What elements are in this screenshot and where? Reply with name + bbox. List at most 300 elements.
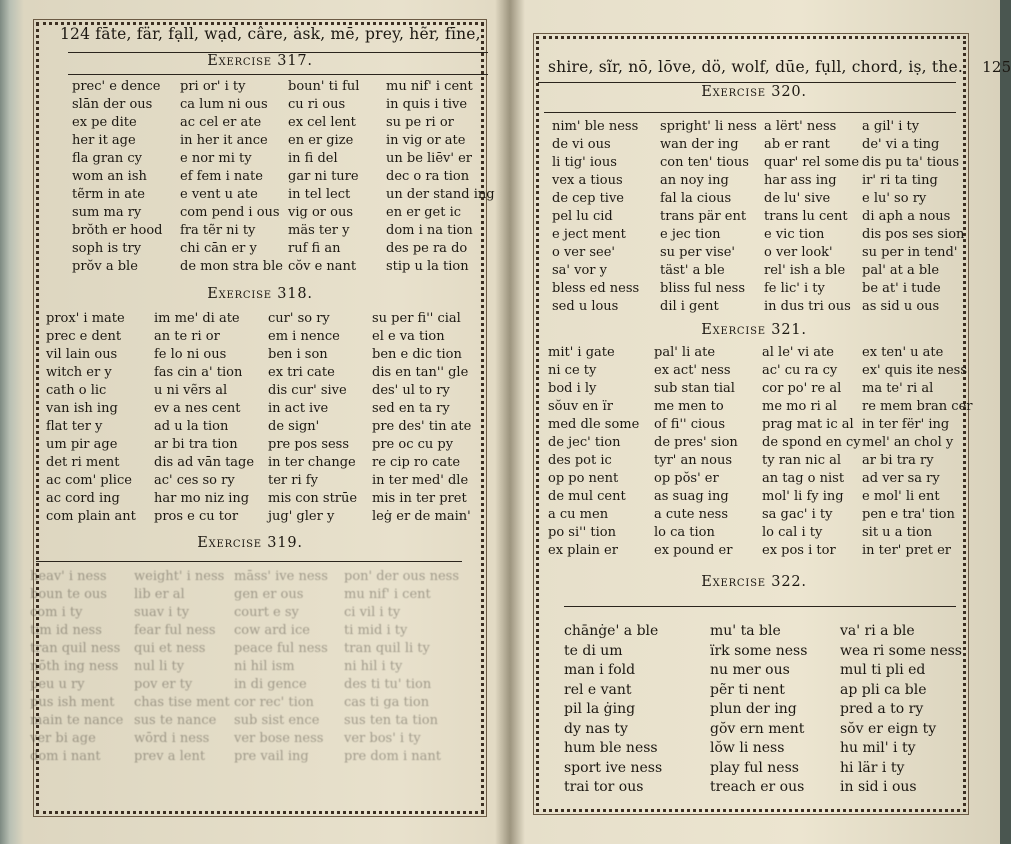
word: in dus tri ous bbox=[764, 299, 851, 314]
word: fe lo ni ous bbox=[154, 347, 227, 362]
word: chānġe' a ble bbox=[564, 623, 659, 639]
word: su per vise' bbox=[660, 245, 735, 260]
word: mu nif' i cent bbox=[386, 79, 473, 94]
word: in fi del bbox=[288, 151, 338, 166]
exercise-title: Exercise 321. bbox=[701, 322, 807, 338]
word: fas cin a' tion bbox=[154, 365, 243, 380]
word-column bbox=[234, 568, 344, 766]
word: su pe ri or bbox=[386, 115, 454, 130]
word: e jec tion bbox=[660, 227, 721, 242]
word: me mo ri al bbox=[762, 399, 837, 414]
word: prŏv a ble bbox=[72, 259, 138, 274]
word: court e sy bbox=[234, 605, 299, 620]
word: al le' vi ate bbox=[762, 345, 834, 360]
word-column bbox=[134, 568, 234, 766]
word: pre vail ing bbox=[234, 749, 309, 764]
word: re mem bran cer bbox=[862, 399, 973, 414]
word-column bbox=[764, 118, 862, 316]
word: leġ er de main' bbox=[372, 509, 471, 524]
word: chi cān er y bbox=[180, 241, 257, 256]
word: cas ti ga tion bbox=[344, 695, 430, 710]
word: de' vi a ting bbox=[862, 137, 940, 152]
word: det ri ment bbox=[46, 455, 120, 470]
word: re cip ro cate bbox=[372, 455, 461, 470]
word: ni hil ism bbox=[234, 659, 295, 674]
word: peace ful ness bbox=[234, 641, 328, 656]
word: peu u ry bbox=[30, 677, 85, 692]
word: main te nance bbox=[30, 713, 124, 728]
word-column bbox=[180, 78, 288, 276]
word: de sign' bbox=[268, 419, 320, 434]
word: a gil' i ty bbox=[862, 119, 920, 134]
word: u ni vẽrs al bbox=[154, 383, 228, 398]
word: cor rec' tion bbox=[234, 695, 314, 710]
word: ver bos' i ty bbox=[344, 731, 421, 746]
word: de spond en cy bbox=[762, 435, 861, 450]
word: fla gran cy bbox=[72, 151, 142, 166]
word: ex' quis ite ness bbox=[862, 363, 968, 378]
word: op pŏs' er bbox=[654, 471, 719, 486]
word: an te ri or bbox=[154, 329, 220, 344]
word: ex act' ness bbox=[654, 363, 731, 378]
word: con ten' tious bbox=[660, 155, 749, 170]
word: un der stand ing bbox=[386, 187, 495, 202]
word: wom an ish bbox=[72, 169, 147, 184]
word: pon' der ous ness bbox=[344, 569, 460, 584]
word: sub sist ence bbox=[234, 713, 320, 728]
word: sa' vor y bbox=[552, 263, 607, 278]
word: mit' i gate bbox=[548, 345, 615, 360]
word: de lu' sive bbox=[764, 191, 831, 206]
word: van ish ing bbox=[46, 401, 118, 416]
word: witch er y bbox=[46, 365, 112, 380]
word: ter ri fy bbox=[268, 473, 318, 488]
word: ar bi tra tion bbox=[154, 437, 238, 452]
word: ex cel lent bbox=[288, 115, 356, 130]
word-column bbox=[862, 344, 974, 560]
word: pal' li ate bbox=[654, 345, 716, 360]
word: ti mid i ty bbox=[344, 623, 408, 638]
section-rule bbox=[68, 74, 488, 75]
word: qui et ness bbox=[134, 641, 206, 656]
word: ef fem i nate bbox=[180, 169, 263, 184]
word: un be liēv' er bbox=[386, 151, 472, 166]
word-column bbox=[548, 344, 654, 560]
word: ni ce ty bbox=[548, 363, 597, 378]
word: sŏuv en ïr bbox=[548, 399, 613, 414]
word: an noy ing bbox=[660, 173, 729, 188]
word: sed u lous bbox=[552, 299, 619, 314]
word: in ter med' dle bbox=[372, 473, 469, 488]
word: ïrk some ness bbox=[710, 642, 808, 659]
word: sŏv er eign ty bbox=[840, 720, 937, 737]
word: ad u la tion bbox=[154, 419, 229, 434]
word: trai tor ous bbox=[564, 779, 644, 795]
word: in di gence bbox=[234, 677, 307, 692]
word: me men to bbox=[654, 399, 724, 414]
word: cow ard ice bbox=[234, 623, 310, 638]
word: dis cur' sive bbox=[268, 383, 347, 398]
word: täst' a ble bbox=[660, 263, 725, 278]
word: heav' i ness bbox=[30, 569, 107, 584]
word: ci vil i ty bbox=[344, 605, 401, 620]
word: cur' so ry bbox=[268, 311, 330, 326]
word: hi lär i ty bbox=[840, 759, 905, 776]
word: dom i nant bbox=[30, 749, 101, 764]
word: su per fi'' cial bbox=[372, 311, 461, 326]
word: cath o lic bbox=[46, 383, 107, 398]
section-rule bbox=[564, 606, 956, 607]
exercise-title: Exercise 319. bbox=[197, 535, 303, 551]
word: mol' li fy ing bbox=[762, 489, 844, 504]
word-column bbox=[654, 344, 762, 560]
word: com i ty bbox=[30, 605, 83, 620]
word: hum ble ness bbox=[564, 740, 658, 756]
word: in act ive bbox=[268, 401, 329, 416]
word: prag mat ic al bbox=[762, 417, 854, 432]
exercise-321-word-table bbox=[548, 344, 974, 560]
word: e nor mi ty bbox=[180, 151, 252, 166]
word: pal' at a ble bbox=[862, 263, 940, 278]
word: her it age bbox=[72, 133, 136, 148]
word: mu nif' i cent bbox=[344, 587, 431, 602]
word: dis en tan'' gle bbox=[372, 365, 469, 380]
word: tim id ness bbox=[30, 623, 102, 638]
word: sit u a tion bbox=[862, 525, 933, 540]
word: as suag ing bbox=[654, 489, 729, 504]
word: dis pos ses sion bbox=[862, 227, 965, 242]
word: pil la ġing bbox=[564, 701, 636, 717]
word: māss' ive ness bbox=[234, 569, 328, 584]
word-column bbox=[72, 78, 180, 276]
word: ev a nes cent bbox=[154, 401, 241, 416]
word: bliss ful ness bbox=[660, 281, 745, 296]
word: des' ul to ry bbox=[372, 383, 450, 398]
word: spright' li ness bbox=[660, 119, 757, 134]
word: in vig or ate bbox=[386, 133, 466, 148]
word-column bbox=[268, 310, 372, 526]
word: o ver look' bbox=[764, 245, 833, 260]
word: be at' i tude bbox=[862, 281, 941, 296]
word: in ter fër' ing bbox=[862, 417, 950, 432]
word: quar' rel some bbox=[764, 155, 860, 170]
word: ar bi tra ry bbox=[862, 453, 934, 468]
word: ap pli ca ble bbox=[840, 681, 927, 698]
word: de jec' tion bbox=[548, 435, 621, 450]
word: um pir age bbox=[46, 437, 118, 452]
word: po si'' tion bbox=[548, 525, 616, 540]
word: pre oc cu py bbox=[372, 437, 454, 452]
word: ruf fi an bbox=[288, 241, 341, 256]
word: ex pos i tor bbox=[762, 543, 836, 558]
word: ex ten' u ate bbox=[862, 345, 944, 360]
exercise-317-word-table bbox=[72, 78, 496, 276]
word: in sid i ous bbox=[840, 779, 917, 795]
word: dis ad vān tage bbox=[154, 455, 255, 470]
word: nu mer ous bbox=[710, 662, 790, 678]
word: ben i son bbox=[268, 347, 328, 362]
word: sum ma ry bbox=[72, 205, 142, 220]
word: ad ver sa ry bbox=[862, 471, 940, 486]
word: im me' di ate bbox=[154, 311, 240, 326]
word: di aph a nous bbox=[862, 209, 951, 224]
word: ma te' ri al bbox=[862, 381, 934, 396]
word: ab er rant bbox=[764, 137, 830, 152]
word-column bbox=[46, 310, 154, 526]
word: ben e dic tion bbox=[372, 347, 462, 362]
word: pus ish ment bbox=[30, 695, 115, 710]
word: jug' gler y bbox=[268, 509, 335, 524]
word: prox' i mate bbox=[46, 311, 125, 326]
exercise-title: Exercise 317. bbox=[207, 53, 313, 69]
word: pen e tra' tion bbox=[862, 507, 955, 522]
word: mis con strūe bbox=[268, 491, 358, 506]
word: sub stan tial bbox=[654, 381, 735, 396]
exercise-318-word-table bbox=[46, 310, 490, 526]
word: ac' cu ra cy bbox=[762, 363, 838, 378]
word: e lu' so ry bbox=[862, 191, 927, 206]
word: mel' an chol y bbox=[862, 435, 954, 450]
word: en er get ic bbox=[386, 205, 462, 220]
word-column bbox=[762, 344, 862, 560]
word: nōth ing ness bbox=[30, 659, 119, 674]
word: gen er ous bbox=[234, 587, 304, 602]
word: des pot ic bbox=[548, 453, 612, 468]
word-column bbox=[552, 118, 660, 316]
word: pri or' i ty bbox=[180, 79, 246, 94]
word: med dle some bbox=[548, 417, 640, 432]
word: prev a lent bbox=[134, 749, 206, 764]
word: ac cord ing bbox=[46, 491, 120, 506]
word: com pend i ous bbox=[180, 205, 280, 220]
word: cŏv e nant bbox=[288, 259, 357, 274]
word: har ass ing bbox=[764, 173, 837, 188]
word: e mol' li ent bbox=[862, 489, 940, 504]
word: de pres' sion bbox=[654, 435, 738, 450]
word: plun der ing bbox=[710, 701, 797, 717]
word: boun' ti ful bbox=[288, 79, 360, 94]
word: hu mil' i ty bbox=[840, 740, 916, 756]
header-rule bbox=[538, 82, 956, 83]
word: pẽr ti nent bbox=[710, 681, 785, 698]
word-column bbox=[344, 568, 460, 766]
word: sus ten ta tion bbox=[344, 713, 438, 728]
word: ver bi age bbox=[30, 731, 96, 746]
word: com plain ant bbox=[46, 509, 136, 524]
word: pov er ty bbox=[134, 677, 193, 692]
exercise-title: Exercise 322. bbox=[701, 574, 807, 590]
word: pel lu cid bbox=[552, 209, 613, 224]
word: sus te nance bbox=[134, 713, 217, 728]
word: wea ri some ness bbox=[840, 642, 962, 659]
word: slān der ous bbox=[72, 97, 153, 112]
word-column bbox=[386, 78, 496, 276]
word: vex a tious bbox=[552, 173, 623, 188]
word: bless ed ness bbox=[552, 281, 640, 296]
exercise-319-word-table bbox=[30, 568, 460, 766]
word: fal la cious bbox=[660, 191, 732, 206]
word: in ter change bbox=[268, 455, 356, 470]
word-column bbox=[288, 78, 386, 276]
word: sed en ta ry bbox=[372, 401, 450, 416]
word: man i fold bbox=[564, 662, 636, 678]
word: o ver see' bbox=[552, 245, 615, 260]
word: dil i gent bbox=[660, 299, 719, 314]
word: rel' ish a ble bbox=[764, 263, 846, 278]
word: en er gize bbox=[288, 133, 354, 148]
word: dis pu ta' tious bbox=[862, 155, 960, 170]
word: treach er ous bbox=[710, 779, 805, 795]
word: tran quil ness bbox=[30, 641, 121, 656]
word: flat ter y bbox=[46, 419, 103, 434]
word: va' ri a ble bbox=[840, 623, 915, 639]
word: gŏv ern ment bbox=[710, 720, 805, 737]
word: boun te ous bbox=[30, 587, 107, 602]
word: lib er al bbox=[134, 587, 185, 602]
word: des pe ra do bbox=[386, 241, 468, 256]
word: a cu men bbox=[548, 507, 609, 522]
word-column bbox=[30, 568, 134, 766]
word: pre pos sess bbox=[268, 437, 350, 452]
word: as sid u ous bbox=[862, 299, 940, 314]
word: pred a to ry bbox=[840, 701, 924, 717]
word: gar ni ture bbox=[288, 169, 359, 184]
word: fe lic' i ty bbox=[764, 281, 825, 296]
word: dec o ra tion bbox=[386, 169, 470, 184]
word: vig or ous bbox=[288, 205, 353, 220]
word-column bbox=[154, 310, 268, 526]
word: wōrd i ness bbox=[134, 731, 210, 746]
word: ex plain er bbox=[548, 543, 618, 558]
word: in ter' pret er bbox=[862, 543, 951, 558]
word: ac com' plice bbox=[46, 473, 132, 488]
word: in quis i tive bbox=[386, 97, 468, 112]
word: ca lum ni ous bbox=[180, 97, 268, 112]
word: play ful ness bbox=[710, 759, 799, 776]
word-column bbox=[862, 118, 966, 316]
word: dy nas ty bbox=[564, 720, 628, 737]
word: lŏw li ness bbox=[710, 740, 785, 756]
word: a lërt' ness bbox=[764, 119, 837, 134]
word: de vi ous bbox=[552, 137, 611, 152]
word: har mo niz ing bbox=[154, 491, 250, 506]
word: bod i ly bbox=[548, 381, 597, 396]
page-header-pronunciation-key: 124 fāte, fär, fạll, wạd, câre, ȧsk, mē, prey, hẽr, fīne, bbox=[60, 25, 481, 43]
word: brŏth er hood bbox=[72, 223, 163, 238]
word: lo cal i ty bbox=[762, 525, 823, 540]
word: rel e vant bbox=[564, 681, 632, 698]
word: pros e cu tor bbox=[154, 509, 239, 524]
exercise-320-word-table bbox=[552, 118, 966, 316]
word: ir' ri ta ting bbox=[862, 173, 938, 188]
word: mul ti pli ed bbox=[840, 662, 926, 678]
word: wan der ing bbox=[660, 137, 739, 152]
word: weight' i ness bbox=[134, 569, 225, 584]
word: chas tise ment bbox=[134, 695, 230, 710]
word: tẽrm in ate bbox=[72, 187, 145, 202]
word: mu' ta ble bbox=[710, 623, 781, 639]
word: ac cel er ate bbox=[180, 115, 262, 130]
page-number: 125 bbox=[982, 58, 1011, 76]
word: dom i na tion bbox=[386, 223, 473, 238]
word: ex pe dite bbox=[72, 115, 137, 130]
exercise-title: Exercise 318. bbox=[207, 286, 313, 302]
word: ni hil i ty bbox=[344, 659, 403, 674]
word: li tig' ious bbox=[552, 155, 617, 170]
word-column bbox=[660, 118, 764, 316]
word: prec e dent bbox=[46, 329, 122, 344]
word: soph is try bbox=[72, 241, 142, 256]
word: ac' ces so ry bbox=[154, 473, 235, 488]
word: suav i ty bbox=[134, 605, 190, 620]
word: of fi'' cious bbox=[654, 417, 726, 432]
word: e vic tion bbox=[764, 227, 825, 242]
word-column bbox=[710, 622, 840, 798]
word: an tag o nist bbox=[762, 471, 845, 486]
exercise-322-word-table bbox=[564, 622, 970, 798]
word: em i nence bbox=[268, 329, 340, 344]
word-column bbox=[372, 310, 490, 526]
exercise-title: Exercise 320. bbox=[701, 84, 807, 100]
word: ver bose ness bbox=[234, 731, 324, 746]
word: e vent u ate bbox=[180, 187, 258, 202]
word: mis in ter pret bbox=[372, 491, 467, 506]
right-page bbox=[524, 30, 1011, 820]
word: nim' ble ness bbox=[552, 119, 639, 134]
word: fear ful ness bbox=[134, 623, 216, 638]
word: sa gac' i ty bbox=[762, 507, 833, 522]
word: de mon stra ble bbox=[180, 259, 283, 274]
word: tran quil li ty bbox=[344, 641, 430, 656]
word: in tel lect bbox=[288, 187, 351, 202]
word: trans lu cent bbox=[764, 209, 848, 224]
word: su per in tend' bbox=[862, 245, 958, 260]
word: prec' e dence bbox=[72, 79, 161, 94]
word: des ti tu' tion bbox=[344, 677, 432, 692]
word: de mul cent bbox=[548, 489, 626, 504]
word: cor po' re al bbox=[762, 381, 842, 396]
word: op po nent bbox=[548, 471, 619, 486]
word: ex tri cate bbox=[268, 365, 335, 380]
header-key-text: shire, sĩr, nō, lōve, dö, wolf, dūe, fụll, chord, iṣ, the. bbox=[548, 58, 964, 76]
word: stip u la tion bbox=[386, 259, 469, 274]
word: pre dom i nant bbox=[344, 749, 441, 764]
word: el e va tion bbox=[372, 329, 445, 344]
word: mäs ter y bbox=[288, 223, 350, 238]
word: de cep tive bbox=[552, 191, 624, 206]
word: te di um bbox=[564, 642, 623, 659]
word: vil lain ous bbox=[46, 347, 118, 362]
word: e ject ment bbox=[552, 227, 626, 242]
word: in her it ance bbox=[180, 133, 268, 148]
word: a cute ness bbox=[654, 507, 728, 522]
word-column bbox=[840, 622, 970, 798]
word: sport ive ness bbox=[564, 759, 663, 776]
section-rule bbox=[36, 561, 462, 562]
word: fra tẽr ni ty bbox=[180, 223, 256, 238]
word: cu ri ous bbox=[288, 97, 346, 112]
section-rule bbox=[544, 112, 956, 113]
word: trans pär ent bbox=[660, 209, 747, 224]
word: pre des' tin ate bbox=[372, 419, 472, 434]
word: ty ran nic al bbox=[762, 453, 842, 468]
left-page bbox=[30, 16, 495, 822]
word-column bbox=[564, 622, 710, 798]
word: ex pound er bbox=[654, 543, 733, 558]
word: lo ca tion bbox=[654, 525, 715, 540]
page-header-pronunciation-key bbox=[548, 58, 1011, 76]
word: nul li ty bbox=[134, 659, 185, 674]
